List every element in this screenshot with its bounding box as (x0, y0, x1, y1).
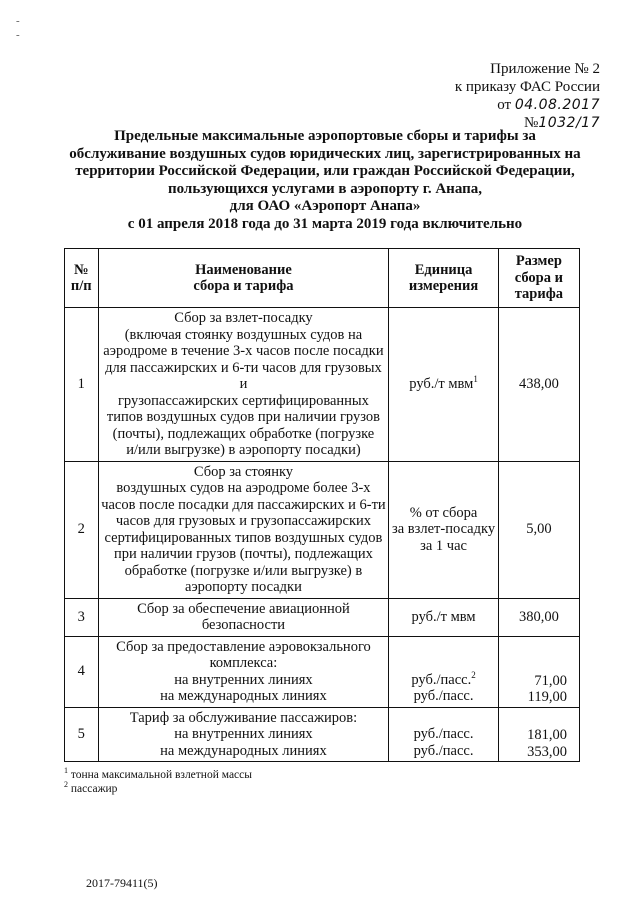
row-unit: руб./т мвм (389, 598, 498, 636)
row-value: 5,00 (498, 461, 579, 598)
name-line: Сбор за предоставление аэровокзального (116, 638, 371, 655)
row-number: 2 (65, 461, 99, 598)
name-line: для пассажирских и 6-ти часов для грузовых и (105, 359, 382, 392)
footnotes (64, 768, 252, 796)
number-label: № (524, 115, 539, 131)
appendix-line-1: Приложение № 2 (490, 61, 600, 77)
handwritten-number: 1032/17 (538, 115, 600, 131)
title-line-2: обслуживание воздушных судов юридических лиц, зарегистрированных на (69, 145, 581, 162)
row-value (498, 707, 579, 762)
sub-line-domestic: на внутренних линиях (174, 726, 313, 742)
name-line: и/или выгрузке) в аэропорту посадки) (126, 442, 361, 458)
unit-line: % от сбора (409, 504, 478, 521)
footnote-ref: 2 (471, 669, 476, 680)
name-line: (почты), подлежащих обработке (погрузке (112, 425, 375, 442)
name-line: Тариф за обслуживание пассажиров: (129, 709, 358, 726)
name-line: Сбор за обеспечение авиационной (137, 600, 350, 617)
unit-line: руб./пасс. (413, 726, 474, 742)
row-name (98, 636, 389, 707)
row-value: 438,00 (498, 308, 579, 462)
header-unit (389, 249, 498, 308)
header-size-line-2: сбора и (514, 269, 563, 286)
footnote-mark: 1 (64, 766, 68, 776)
unit-text: руб./пасс. (411, 671, 472, 688)
row-name (98, 707, 389, 762)
title-line-6: с 01 апреля 2018 года до 31 марта 2019 года включительно (127, 215, 523, 232)
name-line: аэродроме в течение 3-х часов после посадки (103, 343, 384, 359)
row-name (98, 461, 389, 598)
title-line-3: территории Российской Федерации, или граждан Российской Федерации, (75, 163, 575, 179)
header-name (98, 249, 389, 308)
table-row (65, 707, 580, 762)
handwritten-date: 04.08.2017 (514, 97, 600, 113)
sub-line-international: на международных линиях (160, 742, 327, 759)
name-line: сертифицированных типов воздушных судов (104, 529, 383, 546)
header-num-line-1: № (73, 261, 89, 278)
name-line: Сбор за взлет-посадку (174, 310, 313, 326)
document-number: 2017-79411(5) (86, 876, 158, 890)
title-line-5: для ОАО «Аэропорт Анапа» (229, 198, 421, 214)
row-number: 5 (65, 707, 99, 762)
row-number: 4 (65, 636, 99, 707)
name-line: безопасности (201, 617, 286, 633)
row-unit (389, 308, 498, 462)
name-line: часов для грузовых и грузопассажирских (115, 513, 372, 529)
table-header-row (65, 249, 580, 308)
appendix-line-3 (420, 96, 600, 132)
corner-marks (16, 14, 20, 42)
document-title (40, 128, 610, 233)
name-line: часов после посадки для пассажирских и 6-ти (101, 496, 386, 513)
header-num (65, 249, 99, 308)
footnote-1 (64, 768, 252, 782)
corner-mark-1: - (16, 15, 20, 27)
footnote-text: тонна максимальной взлетной массы (70, 769, 252, 781)
unit-text: руб./т мвм (409, 376, 474, 392)
header-num-line-2: п/п (70, 278, 92, 294)
row-number: 1 (65, 308, 99, 462)
value-line: 181,00 (527, 727, 567, 743)
footnote-ref: 1 (473, 374, 478, 385)
footnote-mark: 2 (64, 780, 68, 790)
sub-line-domestic: на внутренних линиях (174, 671, 313, 688)
table-row (65, 598, 580, 636)
header-unit-line-1: Единица (414, 261, 473, 278)
unit-line (390, 669, 496, 689)
name-line: аэропорту посадки (185, 579, 302, 595)
unit-line: руб./пасс. (413, 688, 474, 704)
name-line: грузопассажирских сертифицированных (117, 392, 369, 409)
row-unit (389, 707, 498, 762)
footnote-2 (64, 782, 252, 796)
corner-mark-2: - (16, 29, 20, 41)
unit-line: руб./пасс. (413, 742, 474, 759)
row-value: 380,00 (498, 598, 579, 636)
tariffs-table (64, 248, 580, 762)
appendix-block (420, 60, 600, 132)
name-line: Сбор за стоянку (193, 463, 294, 480)
row-name (98, 598, 389, 636)
name-line: (включая стоянку воздушных судов на (124, 326, 363, 343)
row-value (498, 636, 579, 707)
value-line: 353,00 (527, 743, 567, 760)
unit-line: за 1 час (420, 537, 467, 554)
value-line: 119,00 (527, 689, 567, 705)
unit-line: за взлет-посадку (392, 521, 496, 538)
table-row (65, 636, 580, 707)
appendix-line-2: к приказу ФАС России (454, 79, 600, 95)
header-size-line-1: Размер (515, 253, 562, 270)
sub-line-international: на международных линиях (160, 688, 327, 704)
from-label: от (497, 97, 512, 113)
title-line-1: Предельные максимальные аэропортовые сборы и тарифы за (114, 128, 536, 144)
header-unit-line-2: измерения (408, 278, 479, 294)
header-size-line-3: тарифа (514, 286, 563, 303)
name-line: при наличии грузов (почты), подлежащих (113, 546, 373, 562)
name-line: комплекса: (209, 655, 278, 671)
row-name (98, 308, 389, 462)
footnote-text: пассажир (70, 783, 118, 795)
value-line: 71,00 (534, 672, 567, 689)
name-line: воздушных судов на аэродроме более 3-х (116, 480, 371, 496)
name-line: типов воздушных судов при наличии грузов (106, 409, 380, 425)
row-number: 3 (65, 598, 99, 636)
header-size (498, 249, 579, 308)
header-name-line-1: Наименование (195, 261, 292, 278)
name-line: обработке (погрузке и/или выгрузке) в (124, 562, 363, 579)
table-row (65, 461, 580, 598)
row-unit (389, 461, 498, 598)
table-row (65, 308, 580, 462)
title-line-4: пользующихся услугами в аэропорту г. Анапа, (167, 180, 483, 197)
row-unit (389, 636, 498, 707)
header-name-line-2: сбора и тарифа (193, 278, 294, 294)
